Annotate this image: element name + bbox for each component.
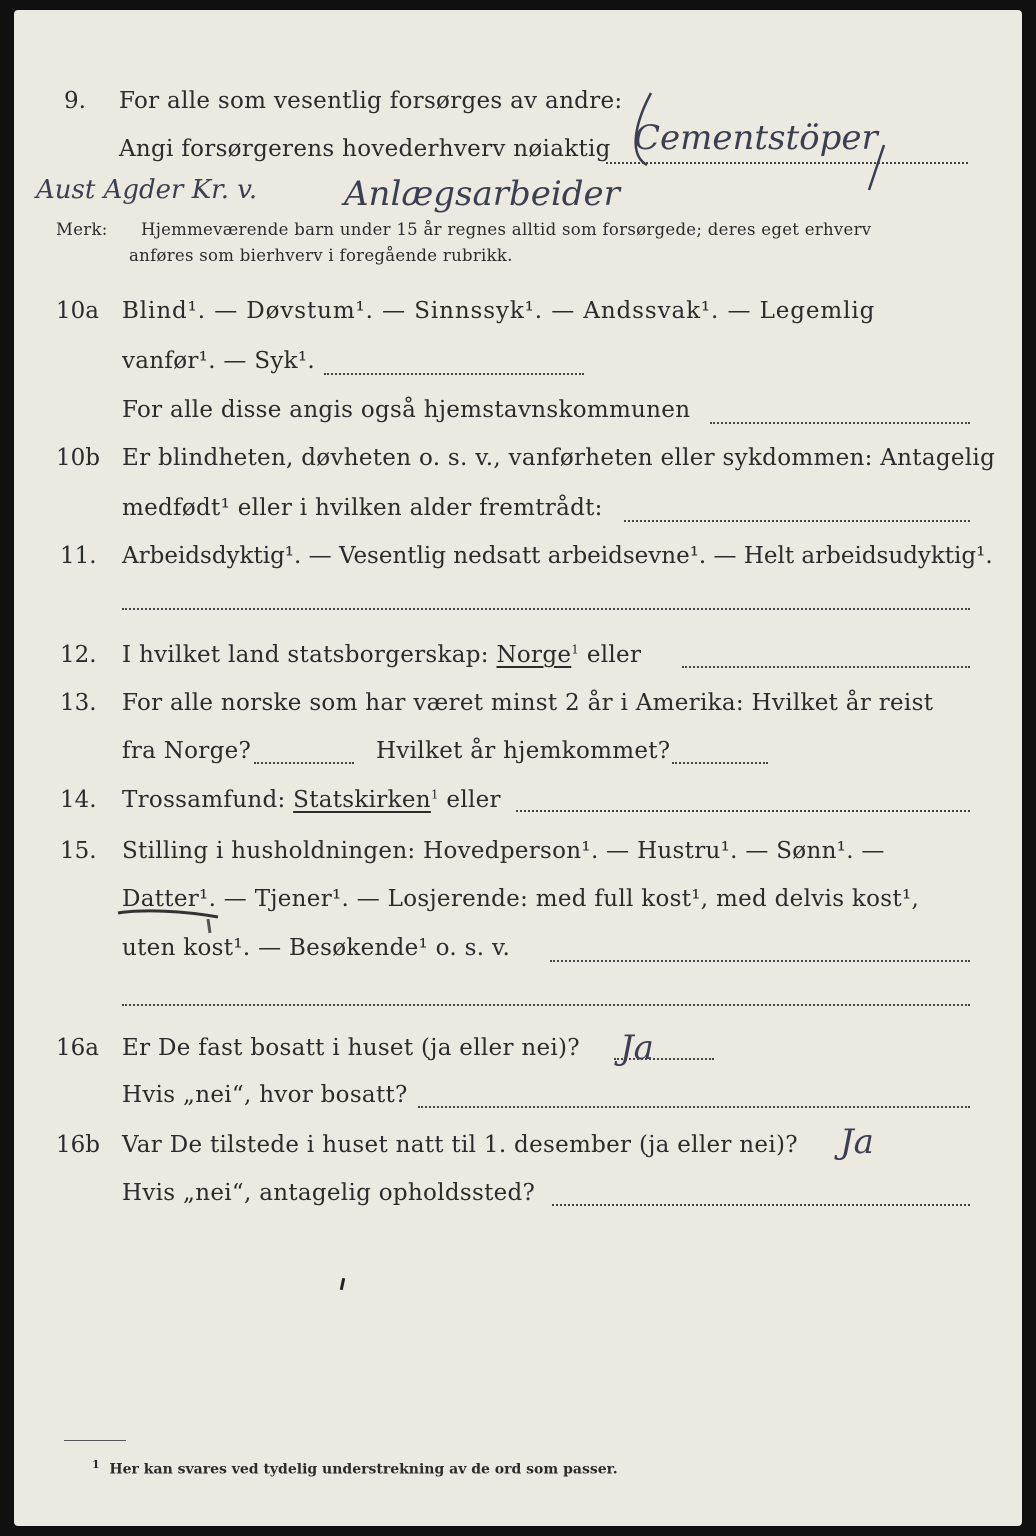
census-form-page [14, 10, 1022, 1526]
q14-suffix: eller [438, 787, 501, 813]
q11-number: 11. [60, 543, 97, 569]
q9-line2: Angi forsørgerens hovederhverv nøiaktig [119, 136, 611, 162]
q10a-line1: Blind¹. — Døvstum¹. — Sinnssyk¹. — Andssvak¹. — Legemlig [122, 298, 876, 324]
q12-option-norge: Norge [496, 642, 572, 668]
q10b-answer-line [624, 520, 970, 522]
q14-prefix: Trossamfund: [122, 787, 294, 813]
q14-number: 14. [60, 787, 97, 813]
q10a-line2: vanfør¹. — Syk¹. [122, 348, 316, 374]
q16a-handwritten-answer: Ja [620, 1028, 654, 1068]
q13-answer-reist [254, 762, 354, 764]
q10a-answer-line [324, 373, 584, 375]
q9-handwriting-strokes [629, 85, 989, 200]
q9-handwritten-employer: Aust Agder Kr. v. [36, 175, 258, 205]
q9-handwritten-role: Anlægsarbeider [344, 174, 620, 214]
q16b-answer-line [552, 1204, 970, 1206]
q15-extra-line [122, 1004, 970, 1006]
q16a-line2-answer [418, 1106, 970, 1108]
q15-line1: Stilling i husholdningen: Hovedperson¹. — Hustru¹. — Sønn¹. — [122, 838, 885, 864]
merk-label: Merk: [56, 220, 108, 239]
q9-handwritten-occupation: Cementstöper [634, 118, 878, 158]
q10b-line2: medfødt¹ eller i hvilken alder fremtrådt: [122, 495, 603, 521]
q16a-line2: Hvis „nei“, hvor bosatt? [122, 1082, 408, 1108]
q13-line1: For alle norske som har været minst 2 år i Amerika: Hvilket år reist [122, 690, 934, 716]
q16a-line1: Er De fast bosatt i huset (ja eller nei)? [122, 1035, 580, 1061]
q12-prefix: I hvilket land statsborgerskap: [122, 642, 497, 668]
q10a-line3: For alle disse angis også hjemstavnskommunen [122, 397, 691, 423]
q16b-handwritten-answer: Ja [840, 1122, 874, 1162]
q10b-line1: Er blindheten, døvheten o. s. v., vanførheten eller sykdommen: Antagelig [122, 445, 996, 471]
q10b-number: 10b [56, 445, 100, 471]
q13-line2a: fra Norge? [122, 738, 252, 764]
q16b-line1: Var De tilstede i huset natt til 1. desember (ja eller nei)? [122, 1132, 798, 1158]
q12-number: 12. [60, 642, 97, 668]
q10a-line3-answer [710, 422, 970, 424]
q13-number: 13. [60, 690, 97, 716]
q14-option-statskirken: Statskirken [293, 787, 431, 813]
footnote-mark: 1 [92, 1458, 100, 1471]
merk-line2: anføres som bierhverv i foregående rubrikk. [129, 246, 513, 265]
q11-line1: Arbeidsdyktig¹. — Vesentlig nedsatt arbeidsevne¹. — Helt arbeidsudyktig¹. [122, 543, 993, 569]
q15-line2: Datter¹. — Tjener¹. — Losjerende: med full kost¹, med delvis kost¹, [122, 886, 920, 912]
q12-text [122, 642, 641, 668]
q14-footnote-mark: 1 [430, 787, 439, 802]
q9-line1: For alle som vesentlig forsørges av andre: [119, 88, 623, 114]
q10a-number: 10a [56, 298, 99, 324]
stray-ink-mark [340, 1278, 345, 1290]
q15-number: 15. [60, 838, 97, 864]
q14-text [122, 787, 501, 813]
q14-answer-line [516, 810, 970, 812]
merk-line1: Hjemmeværende barn under 15 år regnes alltid som forsørgede; deres eget erhverv [141, 220, 872, 239]
q12-answer-line [682, 666, 970, 668]
footnote-text [92, 1458, 618, 1478]
footnote-rule [64, 1440, 126, 1441]
q16a-number: 16a [56, 1035, 99, 1061]
q9-number: 9. [64, 88, 86, 114]
q12-footnote-mark: 1 [571, 642, 580, 657]
q11-answer-line [122, 608, 970, 610]
q15-answer-line [550, 960, 970, 962]
q15-line3: uten kost¹. — Besøkende¹ o. s. v. [122, 935, 511, 961]
footnote-body: Her kan svares ved tydelig understrekning av de ord som passer. [109, 1461, 618, 1478]
q12-suffix: eller [579, 642, 642, 668]
q15-datter-underline [114, 903, 234, 943]
q16b-number: 16b [56, 1132, 100, 1158]
q13-answer-hjemkommet [672, 762, 768, 764]
q13-line2b: Hvilket år hjemkommet? [376, 738, 671, 764]
q16b-line2: Hvis „nei“, antagelig opholdssted? [122, 1180, 536, 1206]
